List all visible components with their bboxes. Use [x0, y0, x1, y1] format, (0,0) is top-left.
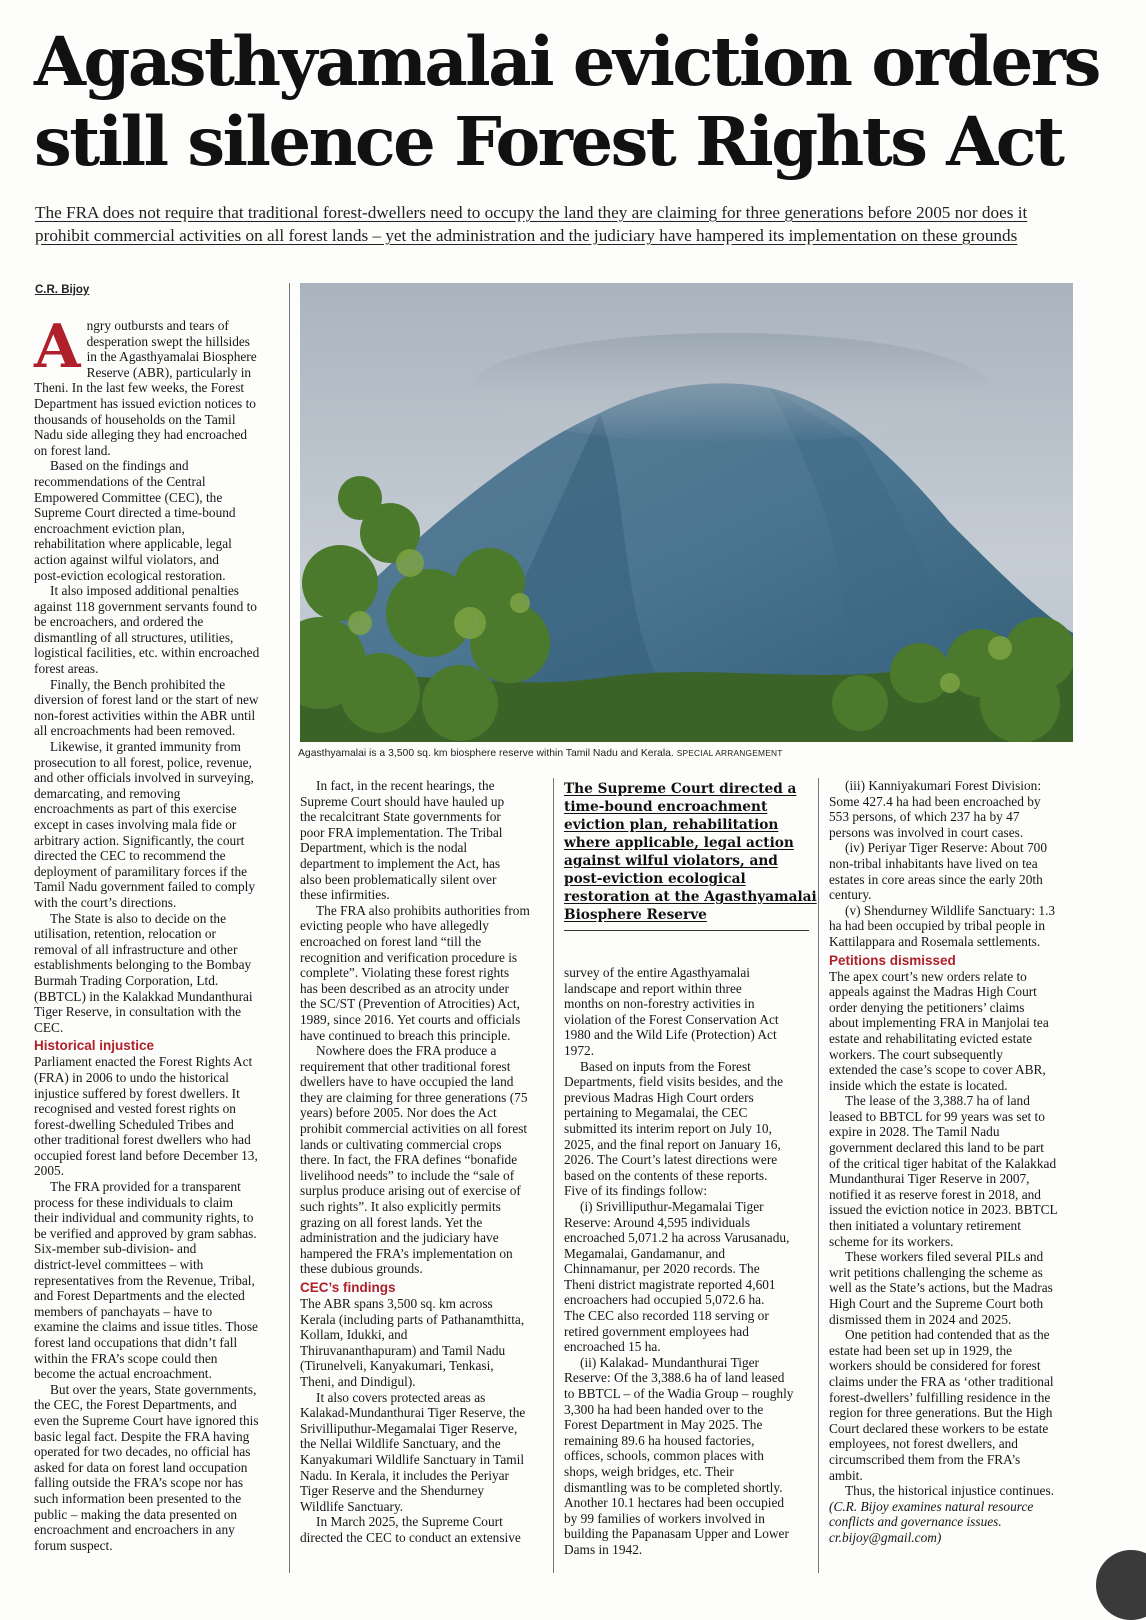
- text-line: asked for data on forest land occupation: [34, 1459, 248, 1475]
- text-line: desperation swept the hillsides: [86, 333, 250, 349]
- text-line: offices, schools, common places with: [564, 1448, 764, 1464]
- text-line: Mundanthurai Tiger Reserve in 2007,: [829, 1171, 1030, 1187]
- text-line: encroached on forest land “till the: [300, 933, 482, 949]
- paragraph: [34, 1054, 279, 1179]
- text-line: encroachers had occupied 5,072.6 ha.: [564, 1292, 765, 1308]
- text-line: workers should be considered for forest: [829, 1358, 1041, 1374]
- text-line: Thiruvananthapuram) and Tamil Nadu: [300, 1342, 506, 1358]
- pull-quote-line: The Supreme Court directed a: [564, 781, 797, 797]
- text-line: non-forest activities within the ABR until: [34, 707, 256, 723]
- text-line: The FRA also prohibits authorities from: [316, 902, 530, 918]
- paragraph: [34, 583, 279, 677]
- text-line: has been described as an atrocity under: [300, 980, 509, 996]
- article-column-4: [829, 778, 1079, 1546]
- text-line: High Court and the Supreme Court both: [829, 1296, 1044, 1311]
- text-line: dwellers have to have occupied the land: [300, 1074, 514, 1090]
- text-line: be verified and approved by gram sabhas.: [34, 1225, 257, 1241]
- text-line: the SC/ST (Prevention of Atrocities) Act,: [300, 996, 520, 1012]
- text-line: The ABR spans 3,500 sq. km across: [300, 1296, 493, 1311]
- text-line: scheme for its workers.: [829, 1233, 954, 1249]
- article-photo: [300, 283, 1073, 742]
- drop-cap: A: [34, 312, 81, 382]
- text-line: rehabilitation where applicable, legal: [34, 536, 232, 552]
- paragraph: [34, 458, 279, 583]
- text-line: recommendations of the Central: [34, 473, 206, 489]
- headline-line: Agasthyamalai eviction orders: [34, 22, 1099, 101]
- paragraph: [829, 840, 1079, 902]
- text-line: post-eviction ecological restoration.: [34, 567, 226, 583]
- text-line: administration and the judiciary have: [300, 1230, 499, 1246]
- text-line: ha had been occupied by tribal people in: [829, 918, 1046, 934]
- paragraph: [829, 778, 1079, 840]
- text-line: the Nellai Wildlife Sanctuary, and the: [300, 1436, 501, 1452]
- text-line: Nadu. In Kerala, it includes the Periyar: [300, 1467, 509, 1483]
- text-line: in the Agasthyamalai Biosphere: [86, 349, 257, 365]
- text-line: Five of its findings follow:: [564, 1183, 708, 1199]
- text-line: remaining 89.6 ha housed factories,: [564, 1432, 755, 1448]
- text-line: surplus produce arising out of exercise of: [300, 1183, 521, 1199]
- text-line: 2005.: [34, 1163, 65, 1179]
- text-line: order denying the petitioners’ claims: [829, 999, 1025, 1015]
- text-line: Supreme Court should have hauled up: [300, 793, 505, 809]
- text-line: become the actual encroachment.: [34, 1366, 212, 1382]
- text-line: building the Papanasam Upper and Lower: [564, 1526, 789, 1542]
- text-line: (v) Shendurney Wildlife Sanctuary: 1.3: [845, 902, 1056, 918]
- text-line: Theni district magistrate reported 4,601: [564, 1276, 776, 1292]
- text-line: members of panchayats – have to: [34, 1303, 213, 1319]
- paragraph: [300, 903, 545, 1043]
- text-line: forest areas.: [34, 661, 99, 677]
- text-line: landscape and report within three: [564, 980, 742, 996]
- text-line: shops, weigh bridges, etc. Their: [564, 1464, 734, 1479]
- text-line: grazing on all forest lands. Yet the: [300, 1214, 483, 1230]
- text-line: establishments belonging to the Bombay: [34, 957, 252, 973]
- paragraph: [829, 1249, 1079, 1327]
- paragraph: [829, 1093, 1079, 1249]
- paragraph: [34, 1382, 279, 1554]
- text-line: CEC.: [34, 1019, 64, 1035]
- text-line: Another 10.1 hectares had been occupied: [564, 1495, 785, 1511]
- text-line: based on the contents of these reports.: [564, 1167, 768, 1183]
- text-line: Theni. In the last few weeks, the Forest: [34, 380, 245, 396]
- text-line: except in cases involving mala fide or: [34, 817, 237, 832]
- column-rule: [553, 778, 554, 1573]
- paragraph: [34, 677, 279, 739]
- text-line: (Tirunelveli, Kanyakumari, Tenkasi,: [300, 1358, 494, 1374]
- text-line: with the court’s directions.: [34, 894, 177, 910]
- text-line: these dubious grounds.: [300, 1261, 423, 1277]
- text-line: persons was involved in court cases.: [829, 824, 1024, 840]
- photo-credit: SPECIAL ARRANGEMENT: [676, 748, 783, 758]
- text-line: encroachment and encroachers in any: [34, 1522, 235, 1538]
- text-line: directed the CEC to conduct an extensive: [300, 1529, 521, 1545]
- paragraph: [34, 380, 279, 458]
- text-line: non-tribal inhabitants have lived on tea: [829, 855, 1038, 871]
- text-line: 1972.: [564, 1042, 595, 1058]
- text-line: The FRA provided for a transparent: [50, 1179, 241, 1195]
- text-line: encroachment eviction plan,: [34, 520, 185, 536]
- text-line: directed the CEC to recommend the: [34, 848, 226, 864]
- text-line: process for these individuals to claim: [34, 1194, 233, 1210]
- text-line: Likewise, it granted immunity from: [50, 739, 241, 755]
- text-line: encroachments as part of this exercise: [34, 801, 237, 817]
- text-line: falling outside the FRA’s scope nor has: [34, 1475, 244, 1491]
- text-line: ambit.: [829, 1467, 863, 1483]
- text-line: dismissed them in 2024 and 2025.: [829, 1311, 1012, 1327]
- paragraph: [564, 1199, 809, 1355]
- paragraph: [829, 903, 1079, 950]
- text-line: and other officials involved in surveying,: [34, 770, 254, 786]
- text-line: within the FRA’s scope could then: [34, 1350, 218, 1366]
- text-line: basic legal fact. Despite the FRA having: [34, 1428, 250, 1444]
- pull-quote-line: Biosphere Reserve: [564, 907, 707, 923]
- text-line: encroached 5,071.2 ha across Varusanadu,: [564, 1230, 790, 1246]
- text-line: These workers filed several PILs and: [845, 1249, 1044, 1265]
- text-line: (i) Srivilliputhur-Megamalai Tiger: [580, 1198, 764, 1214]
- text-line: be encroachers, and ordered the: [34, 614, 204, 630]
- paragraph: [34, 739, 279, 911]
- text-line: of the critical tiger habitat of the Kalakkad: [829, 1155, 1057, 1171]
- text-line: Chinnamanur, per 2020 records. The: [564, 1261, 760, 1277]
- text-line: ngry outbursts and tears of: [86, 318, 229, 333]
- text-line: by 99 families of workers involved in: [564, 1510, 765, 1526]
- text-line: dismantling was to be completed shortly.: [564, 1479, 783, 1495]
- text-line: (ii) Kalakad- Mundanthurai Tiger: [580, 1354, 759, 1370]
- text-line: submitted its interim report on July 10,: [564, 1120, 772, 1136]
- text-line: public – making the data presented on: [34, 1506, 238, 1522]
- text-line: removal of all infrastructure and other: [34, 941, 238, 957]
- text-line: Kerala (including parts of Pathanamthitta,: [300, 1311, 525, 1327]
- text-line: 2025, and the final report on January 16,: [564, 1136, 781, 1152]
- text-line: Kanyakumari Wildlife Sanctuary in Tamil: [300, 1451, 525, 1467]
- text-line: appeals against the Madras High Court: [829, 984, 1037, 1000]
- column-rule: [289, 283, 290, 1573]
- text-line: demarcating, and removing: [34, 785, 181, 801]
- section-heading: Petitions dismissed: [829, 952, 956, 968]
- text-line: the recalcitrant State governments for: [300, 809, 501, 825]
- text-line: and Forest Departments and the elected: [34, 1288, 245, 1304]
- section-heading: Historical injustice: [34, 1038, 155, 1054]
- text-line: region for three generations. But the High: [829, 1405, 1053, 1421]
- headline-line: still silence Forest Rights Act: [34, 102, 1063, 181]
- text-line: other traditional forest dwellers who had: [34, 1132, 251, 1148]
- text-line: these infirmities.: [300, 887, 390, 903]
- text-line: Theni, and Dindigul).: [300, 1373, 416, 1389]
- text-line: against 118 government servants found to: [34, 598, 257, 614]
- paragraph: [300, 1390, 545, 1515]
- text-line: Srivilliputhur-Megamalai Tiger Reserve,: [300, 1420, 518, 1436]
- text-line: well as the State’s actions, but the Madras: [829, 1280, 1053, 1296]
- text-line: forest-dwellers’ fulfilling residence in the: [829, 1389, 1051, 1405]
- text-line: diversion of forest land or the start of new: [34, 692, 259, 708]
- text-line: previous Madras High Court orders: [564, 1089, 754, 1105]
- text-line: (C.R. Bijoy examines natural resource: [829, 1498, 1034, 1514]
- text-line: examine the claims and issue titles. Those: [34, 1319, 258, 1335]
- text-line: In fact, in the recent hearings, the: [316, 778, 495, 793]
- text-line: retired government employees had: [564, 1323, 749, 1339]
- paragraph: [564, 1355, 809, 1558]
- text-line: recognition and verification procedure is: [300, 949, 518, 965]
- text-line: requirement that other traditional forest: [300, 1058, 511, 1074]
- text-line: district-level committees – with: [34, 1257, 204, 1273]
- text-line: Wildlife Sanctuary.: [300, 1498, 404, 1514]
- text-line: lands or cultivating commercial crops: [300, 1136, 502, 1152]
- text-line: prosecution to all forest, police, revenue,: [34, 754, 252, 770]
- pull-quote-line: restoration at the Agasthyamalai: [564, 889, 817, 905]
- mountain-landscape-image: [300, 283, 1073, 742]
- paragraph: [829, 1327, 1079, 1483]
- text-line: notified it as reserve forest in 2018, and: [829, 1186, 1041, 1202]
- text-line: circumscribed them from the FRA’s: [829, 1451, 1021, 1467]
- standfirst-line: prohibit commercial activities on all forest lands – yet the administration and the judiciary have hampered its implementation on these grounds: [35, 226, 1018, 245]
- paragraph: [829, 969, 1079, 1094]
- text-line: logistical facilities, etc. within encroached: [34, 645, 260, 661]
- text-line: also been problematically silent over: [300, 871, 497, 887]
- text-line: (BBTCL) in the Kalakkad Mundanthurai: [34, 988, 253, 1004]
- text-line: about implementing FRA in Manjolai tea: [829, 1015, 1049, 1031]
- text-line: It also imposed additional penalties: [50, 583, 239, 599]
- text-line: Kattilappara and Rosemala settlements.: [829, 933, 1041, 949]
- text-line: Reserve (ABR), particularly in: [86, 364, 252, 380]
- paragraph: [300, 778, 545, 903]
- text-line: to BBTCL – of the Wadia Group – roughly: [564, 1386, 794, 1402]
- text-line: Reserve: Of the 3,388.6 ha of land leased: [564, 1370, 785, 1386]
- text-line: estates in core areas since the early 20th: [829, 871, 1043, 887]
- text-line: writ petitions challenging the scheme as: [829, 1264, 1043, 1280]
- text-line: Supreme Court directed a time-bound: [34, 505, 236, 521]
- text-line: workers. The court subsequently: [829, 1046, 1003, 1062]
- text-line: But over the years, State governments,: [50, 1381, 257, 1397]
- text-line: Nadu side alleging they had encroached: [34, 427, 248, 443]
- text-line: action against wilful violators, and: [34, 551, 219, 567]
- text-line: department to implement the Act, has: [300, 855, 501, 871]
- text-line: Reserve: Around 4,595 individuals: [564, 1214, 751, 1230]
- text-line: inside which the estate is located.: [829, 1077, 1008, 1093]
- paragraph: [300, 1296, 545, 1390]
- text-line: extended the case’s scope to cover ABR,: [829, 1062, 1046, 1078]
- intro-paragraph: [78, 318, 279, 380]
- standfirst: [35, 201, 1120, 247]
- text-line: all encroachments had been removed.: [34, 723, 236, 739]
- text-line: injustice suffered by forest dwellers. It: [34, 1085, 240, 1101]
- text-line: evicting people who have allegedly: [300, 918, 489, 934]
- text-line: pertaining to Megamalai, the CEC: [564, 1105, 748, 1121]
- paragraph: [564, 965, 809, 1059]
- text-line: (iv) Periyar Tiger Reserve: About 700: [845, 840, 1047, 856]
- text-line: Forest Department in May 2025. The: [564, 1417, 763, 1433]
- text-line: hampered the FRA’s implementation on: [300, 1245, 513, 1261]
- text-line: Dams in 1942.: [564, 1541, 643, 1557]
- text-line: encroached 15 ha.: [564, 1339, 661, 1355]
- text-line: The State is also to decide on the: [50, 910, 227, 926]
- text-line: (iii) Kanniyakumari Forest Division:: [845, 778, 1042, 793]
- pull-quote: [564, 780, 817, 931]
- text-line: employees, not forest dwellers, and: [829, 1436, 1018, 1452]
- text-line: 3,300 ha had been handed over to the: [564, 1401, 764, 1417]
- text-line: leased to BBTCL for 99 years was set to: [829, 1108, 1045, 1124]
- text-line: poor FRA implementation. The Tribal: [300, 824, 503, 840]
- pull-quote-line: where applicable, legal action: [564, 835, 794, 851]
- author-signoff: [829, 1499, 1079, 1546]
- text-line: recognised and vested forest rights on: [34, 1101, 236, 1117]
- cloud-cap: [470, 333, 990, 443]
- text-line: Based on inputs from the Forest: [580, 1058, 751, 1074]
- text-line: In March 2025, the Supreme Court: [316, 1514, 503, 1530]
- paragraph: [829, 1483, 1079, 1499]
- pull-quote-line: post-eviction ecological: [564, 871, 746, 887]
- text-line: forest-dwelling Scheduled Tribes and: [34, 1116, 234, 1132]
- text-line: Tamil Nadu government failed to comply: [34, 879, 256, 895]
- text-line: dismantling of all structures, utilities,: [34, 629, 234, 645]
- text-line: Kollam, Idukki, and: [300, 1327, 408, 1343]
- paragraph: [34, 911, 279, 1036]
- pull-quote-line: eviction plan, rehabilitation: [564, 817, 779, 833]
- text-line: violation of the Forest Conservation Act: [564, 1011, 779, 1027]
- article-column-3: [564, 965, 809, 1558]
- text-line: on forest land.: [34, 442, 111, 458]
- text-line: (FRA) in 2006 to undo the historical: [34, 1069, 229, 1085]
- text-line: One petition had contended that as the: [845, 1327, 1050, 1343]
- article-column-1: [34, 312, 279, 1553]
- text-line: operated for two decades, no official has: [34, 1444, 251, 1460]
- text-line: thousands of households on the Tamil: [34, 411, 236, 427]
- text-line: expire in 2028. The Tamil Nadu: [829, 1124, 1000, 1140]
- text-line: Finally, the Bench prohibited the: [50, 676, 226, 692]
- paragraph: [34, 1179, 279, 1382]
- text-line: cr.bijoy@gmail.com): [829, 1529, 942, 1545]
- text-line: forest land occupations that didn’t fall: [34, 1335, 238, 1350]
- text-line: century.: [829, 887, 872, 903]
- text-line: The lease of the 3,388.7 ha of land: [845, 1093, 1030, 1109]
- text-line: Based on the findings and: [50, 458, 189, 474]
- text-line: months on non-forestry activities in: [564, 996, 755, 1012]
- text-line: prohibit commercial activities on all forest: [300, 1121, 528, 1137]
- text-line: have continued to breach this principle.: [300, 1027, 511, 1043]
- text-line: claims under the FRA as ‘other traditional: [829, 1373, 1054, 1389]
- text-line: years) before 2005. Nor does the Act: [300, 1105, 497, 1121]
- column-rule: [818, 778, 819, 1573]
- text-line: government declared this land to be part: [829, 1140, 1044, 1156]
- section-heading: CEC’s findings: [300, 1280, 396, 1295]
- byline: C.R. Bijoy: [35, 284, 90, 296]
- text-line: deployment of paramilitary forces if the: [34, 863, 248, 879]
- text-line: even the Supreme Court have ignored this: [34, 1412, 259, 1428]
- text-line: Some 427.4 ha had been encroached by: [829, 793, 1041, 809]
- text-line: Department, which is the nodal: [300, 840, 468, 856]
- text-line: 553 persons, of which 237 ha by 47: [829, 809, 1020, 825]
- corner-overlay: [1096, 1550, 1146, 1620]
- headline: [34, 22, 1114, 182]
- text-line: 2026. The Court’s latest directions were: [564, 1152, 778, 1168]
- text-line: complete”. Violating these forest rights: [300, 965, 510, 981]
- article-column-2: [300, 778, 545, 1546]
- text-line: representatives from the Revenue, Tribal,: [34, 1272, 255, 1288]
- text-line: The apex court’s new orders relate to: [829, 968, 1027, 984]
- text-line: estate and rehabilitating evicted estate: [829, 1030, 1033, 1046]
- text-line: Six-member sub-division- and: [34, 1241, 197, 1257]
- text-line: then initiated a voluntary retirement: [829, 1218, 1021, 1234]
- text-line: conflicts and governance issues.: [829, 1514, 1002, 1530]
- text-line: they are claiming for three generations (75: [300, 1089, 528, 1105]
- text-line: 1989, since 2016. Yet courts and officials: [300, 1011, 521, 1027]
- text-line: their individual and community rights, to: [34, 1210, 254, 1226]
- text-line: It also covers protected areas as: [316, 1389, 486, 1405]
- text-line: Department has issued eviction notices to: [34, 395, 256, 411]
- text-line: Court declared these workers to be estate: [829, 1420, 1049, 1436]
- text-line: 1980 and the Wild Life (Protection) Act: [564, 1027, 777, 1043]
- text-line: estate had been set up in 1929, the: [829, 1342, 1013, 1358]
- paragraph: [564, 1059, 809, 1199]
- text-line: Burmah Trading Corporation, Ltd.: [34, 972, 219, 988]
- paragraph: [300, 1043, 545, 1277]
- text-line: Kalakad-Mundanthurai Tiger Reserve, the: [300, 1405, 526, 1421]
- caption-text: Agasthyamalai is a 3,500 sq. km biosphere reserve within Tamil Nadu and Kerala.: [298, 748, 674, 759]
- text-line: arbitrary action. Significantly, the court: [34, 832, 245, 848]
- text-line: utilisation, retention, relocation or: [34, 926, 216, 942]
- text-line: Tiger Reserve and the Shendurney: [300, 1483, 485, 1499]
- text-line: occupied forest land before December 13,: [34, 1147, 258, 1163]
- text-line: Tiger Reserve, in consultation with the: [34, 1004, 242, 1020]
- text-line: issued the eviction notice in 2023. BBTCL: [829, 1202, 1058, 1218]
- text-line: Thus, the historical injustice continues.: [845, 1483, 1055, 1499]
- text-line: there. In fact, the FRA defines “bonafide: [300, 1152, 518, 1168]
- text-line: survey of the entire Agasthyamalai: [564, 965, 751, 980]
- pull-quote-line: time-bound encroachment: [564, 799, 768, 815]
- text-line: the CEC, the Forest Departments, and: [34, 1397, 237, 1413]
- text-line: Empowered Committee (CEC), the: [34, 489, 223, 505]
- standfirst-line: The FRA does not require that traditional forest-dwellers need to occupy the land they are claiming for three generations before 2005 nor does it: [35, 203, 1028, 222]
- text-line: Departments, field visits besides, and the: [564, 1074, 784, 1090]
- text-line: Parliament enacted the Forest Rights Act: [34, 1054, 253, 1070]
- photo-caption: [298, 748, 783, 759]
- paragraph: [300, 1514, 545, 1545]
- text-line: such information been presented to the: [34, 1490, 242, 1506]
- text-line: livelihood needs” to include the “sale of: [300, 1167, 515, 1183]
- text-line: Nowhere does the FRA produce a: [316, 1043, 497, 1059]
- text-line: Megamalai, Gandamanur, and: [564, 1245, 726, 1261]
- text-line: forum suspect.: [34, 1537, 113, 1553]
- pull-quote-line: against wilful violators, and: [564, 853, 778, 869]
- text-line: The CEC also recorded 118 serving or: [564, 1308, 769, 1324]
- text-line: such rights”. It also explicitly permits: [300, 1199, 501, 1215]
